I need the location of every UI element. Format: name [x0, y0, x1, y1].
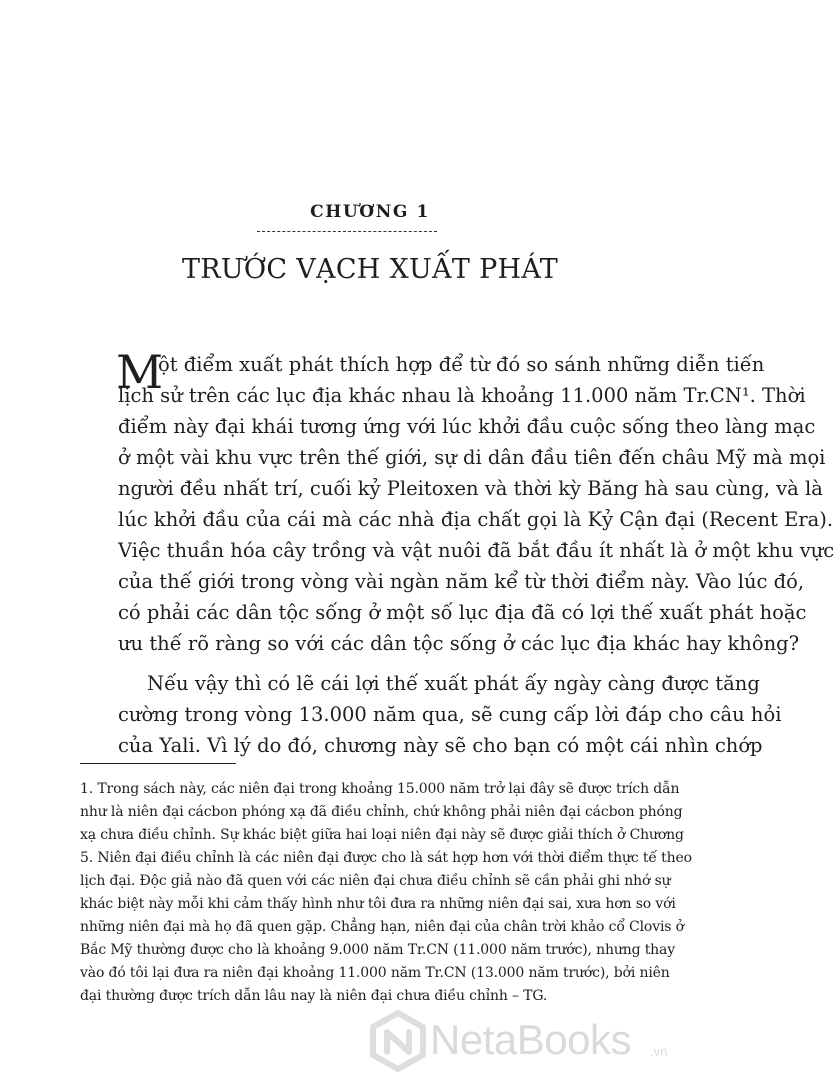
chapter-label: CHƯƠNG 1 — [310, 202, 430, 222]
footnote-line: 1. Trong sách này, các niên đại trong khoảng 15.000 năm trở lại đây sẽ được trích dẫn — [80, 781, 680, 797]
footnote-line: khác biệt này mỗi khi cảm thấy hình như tôi đưa ra những niên đại sai, xưa hơn so với — [80, 896, 676, 912]
footnote-line: xạ chưa điều chỉnh. Sự khác biệt giữa hai loại niên đại này sẽ được giải thích ở Chương — [80, 827, 684, 843]
drop-cap: M — [116, 345, 164, 399]
paragraph-line: Việc thuần hóa cây trồng và vật nuôi đã bắt đầu ít nhất là ở một khu vực — [118, 539, 834, 562]
paragraph-line: ưu thế rõ ràng so với các dân tộc sống ở các lục địa khác hay không? — [118, 632, 800, 655]
chapter-title: TRƯỚC VẠCH XUẤT PHÁT — [181, 254, 559, 285]
footnote-line: Bắc Mỹ thường được cho là khoảng 9.000 năm Tr.CN (11.000 năm trước), nhưng thay — [80, 942, 676, 958]
footnote-line: 5. Niên đại điều chỉnh là các niên đại được cho là sát hợp hơn với thời điểm thực tế theo — [80, 850, 692, 866]
footnote-line: những niên đại mà họ đã quen gặp. Chẳng hạn, niên đại của chân trời khảo cổ Clovis ở — [80, 919, 684, 935]
netabooks-logo-icon — [368, 1010, 428, 1072]
footnote-divider — [80, 763, 236, 764]
watermark-brand: NetaBooks — [430, 1016, 631, 1063]
paragraph-line: Nếu vậy thì có lẽ cái lợi thế xuất phát ấy ngày càng được tăng — [147, 672, 760, 695]
netabooks-watermark — [368, 1002, 688, 1080]
paragraph-line: lúc khởi đầu của cái mà các nhà địa chất gọi là Kỷ Cận đại (Recent Era). — [118, 508, 834, 531]
watermark-suffix: .vn — [650, 1044, 668, 1059]
paragraph-line: cường trong vòng 13.000 năm qua, sẽ cung cấp lời đáp cho câu hỏi — [118, 703, 782, 726]
paragraph-line: có phải các dân tộc sống ở một số lục địa đã có lợi thế xuất phát hoặc — [118, 601, 807, 624]
paragraph-line: ở một vài khu vực trên thế giới, sự di dân đầu tiên đến châu Mỹ mà mọi — [118, 446, 826, 469]
paragraph-line: điểm này đại khái tương ứng với lúc khởi đầu cuộc sống theo làng mạc — [118, 415, 816, 438]
chapter-divider — [257, 231, 437, 232]
footnote-line: như là niên đại cácbon phóng xạ đã điều chỉnh, chứ không phải niên đại cácbon phóng — [80, 804, 683, 820]
paragraph-line: của thế giới trong vòng vài ngàn năm kể từ thời điểm này. Vào lúc đó, — [118, 570, 805, 593]
footnote-line: vào đó tôi lại đưa ra niên đại khoảng 11.000 năm Tr.CN (13.000 năm trước), bởi niên — [80, 965, 670, 981]
paragraph-line: người đều nhất trí, cuối kỷ Pleitoxen và thời kỳ Băng hà sau cùng, và là — [118, 477, 823, 500]
paragraph-line: ột điểm xuất phát thích hợp để từ đó so sánh những diễn tiến — [158, 353, 765, 376]
footnote-line: lịch đại. Độc giả nào đã quen với các niên đại chưa điều chỉnh sẽ cần phải ghi nhớ sự — [80, 873, 671, 889]
paragraph-line: của Yali. Vì lý do đó, chương này sẽ cho bạn có một cái nhìn chớp — [118, 734, 763, 757]
footnote-line: đại thường được trích dẫn lâu nay là niên đại chưa điều chỉnh – TG. — [80, 988, 548, 1004]
paragraph-line: lịch sử trên các lục địa khác nhau là khoảng 11.000 năm Tr.CN¹. Thời — [118, 384, 806, 407]
